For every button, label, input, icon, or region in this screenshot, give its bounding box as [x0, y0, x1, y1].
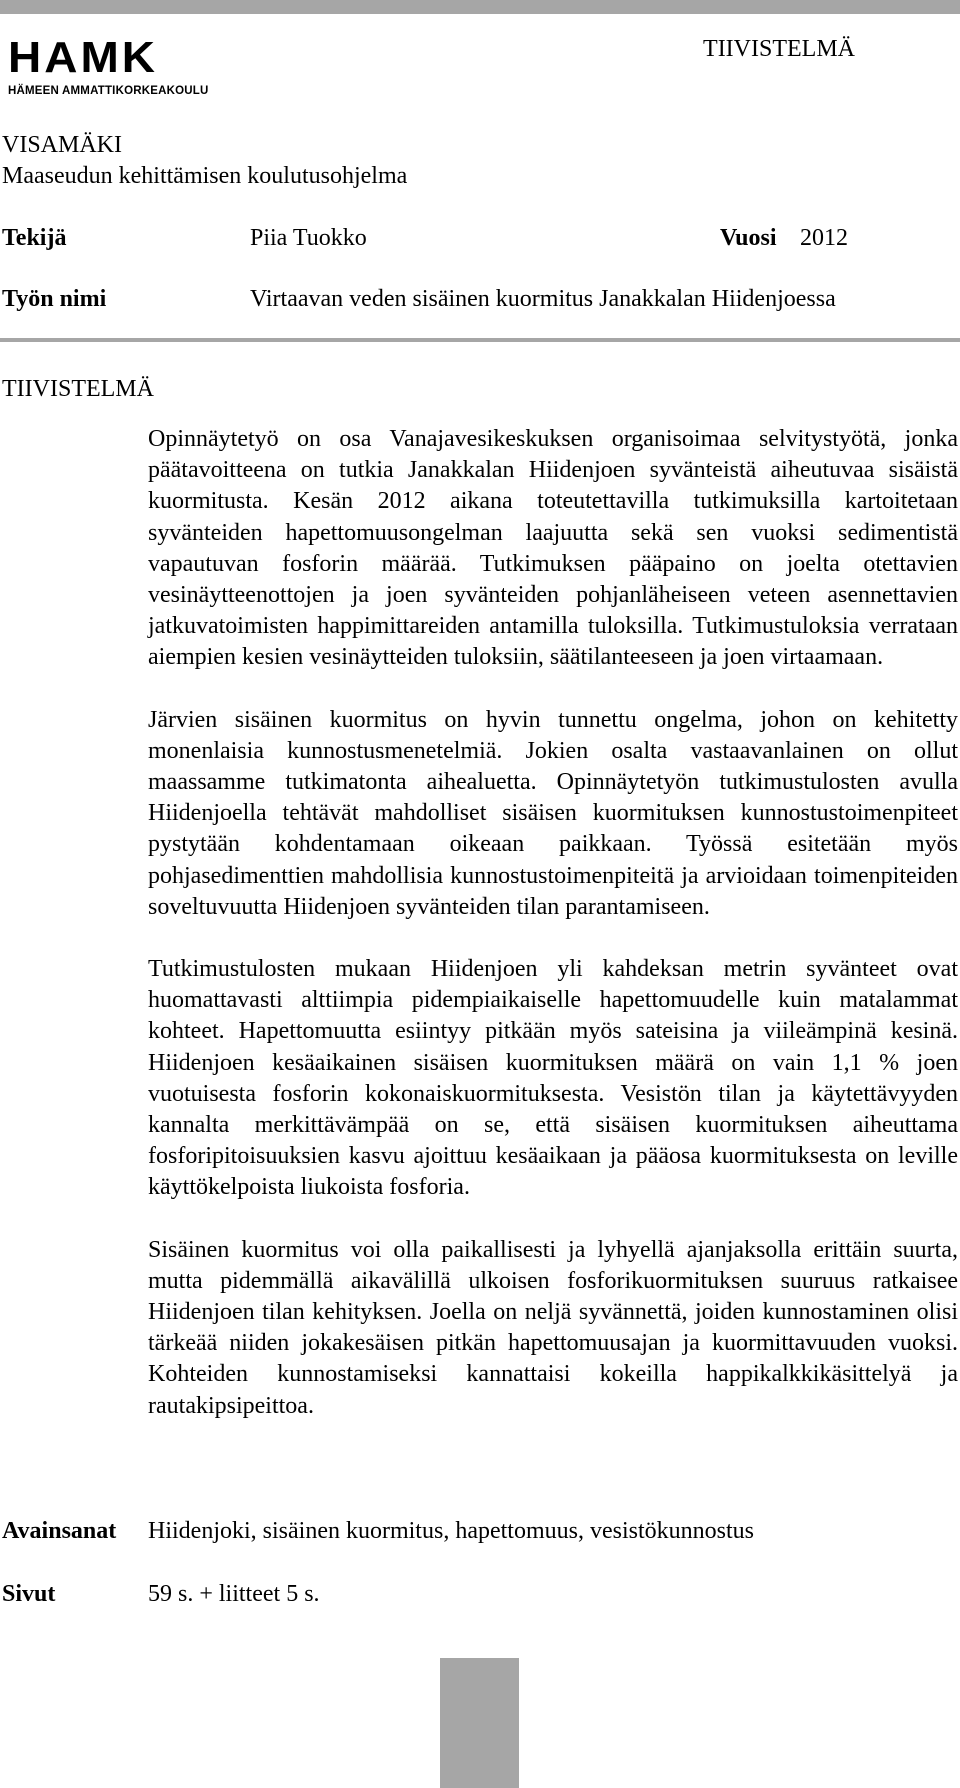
hamk-logo: [8, 32, 244, 97]
top-decorative-bar: [0, 0, 960, 14]
year-label: Vuosi: [720, 225, 777, 251]
degree-program: Maaseudun kehittämisen koulutusohjelma: [2, 163, 408, 189]
abstract-body: [148, 424, 958, 1453]
campus-name: VISAMÄKI: [2, 132, 122, 158]
keywords-label: Avainsanat: [2, 1518, 117, 1544]
title-value: Virtaavan veden sisäinen kuormitus Janakkalan Hiidenjoessa: [250, 286, 836, 312]
abstract-paragraph: Opinnäytetyö on osa Vanajavesikeskuksen organisoimaa selvitystyötä, jonka päätavoitteena on tutkia Janakkalan Hiidenjoen syvänteistä aiheutuvaa sisäistä kuormitusta. Kesän 2012 aikana toteutettavilla tutkimuksilla kartoitetaan syvänteiden hapettomuusongelman laajuutta sekä sen vuoksi sedimentistä vapautuvan fosforin määrää. Tutkimuksen pääpaino on joelta otettavien vesinäytteenottojen ja joen syvänteiden pohjanläheiseen veteen asennettavien jatkuvatoimisten happimittareiden antamilla tuloksilla. Tutkimustuloksia verrataan aiempien kesien vesinäytteiden tuloksiin, säätilanteeseen ja joen virtaamaan.: [148, 426, 958, 671]
abstract-paragraph: Sisäinen kuormitus voi olla paikallisesti ja lyhyellä ajanjaksolla erittäin suurta, mutta pidemmällä aikavälillä ulkoisen fosforikuormituksen suuruus ratkaisee Hiidenjoen tilan kehityksen. Joella on neljä syvännettä, joiden kunnostaminen olisi tärkeää niiden jokakesäisen pitkän hapettomuusajan ja kuormittavuuden vuoksi. Kohteiden kunnostamiseksi kannattaisi kokeilla happikalkkikäsittelyä ja rautakipsipeittoa.: [148, 1236, 958, 1419]
section-divider: [0, 338, 960, 342]
pages-value: 59 s. + liitteet 5 s.: [148, 1581, 320, 1607]
pages-label: Sivut: [2, 1581, 56, 1607]
abstract-heading: TIIVISTELMÄ: [2, 376, 154, 402]
abstract-paragraph: Tutkimustulosten mukaan Hiidenjoen yli kahdeksan metrin syvänteet ovat huomattavasti alttiimpia pidempiaikaiselle hapettomuudelle kuin matalammat kohteet. Hapettomuutta esiintyy pitkään myös sateisina ja viileämpinä kesinä. Hiidenjoen kesäaikainen sisäisen kuormituksen määrä on vain 1,1 % joen vuotuisesta fosforin kokonaiskuormituksesta. Vesistön tilan ja käytettävyyden kannalta merkittävämpää on se, että sisäisen kuormituksen aiheuttama fosforipitoisuuksien kasvu ajoittuu kesäaikaan ja pääosa kuormituksesta on leville käyttökelpoista liukoista fosforia.: [148, 956, 958, 1201]
author-label: Tekijä: [2, 225, 67, 251]
title-label: Työn nimi: [2, 286, 107, 312]
author-value: Piia Tuokko: [250, 225, 367, 251]
logo-subtitle: HÄMEEN AMMATTIKORKEAKOULU: [8, 85, 209, 97]
document-type-label: TIIVISTELMÄ: [703, 36, 855, 62]
abstract-paragraph: Järvien sisäinen kuormitus on hyvin tunnettu ongelma, johon on kehitetty monenlaisia kunnostusmenetelmiä. Jokien osalta vastaavanlainen on ollut maassamme tutkimatonta aihealuetta. Opinnäytetyön tutkimustulosten avulla Hiidenjoella tehtävät mahdolliset sisäisen kuormituksen kunnostustoimenpiteet pystytään kohdentamaan oikeaan paikkaan. Työssä esitetään myös pohjasedimenttien mahdollisia kunnostustoimenpiteitä ja arvioidaan toimenpiteiden soveltuvuutta Hiidenjoen syvänteiden tilan parantamiseen.: [148, 706, 958, 920]
logo-wordmark: HAMK: [8, 32, 158, 82]
year-value: 2012: [800, 225, 848, 251]
page-marker-block: [440, 1658, 519, 1788]
keywords-value: Hiidenjoki, sisäinen kuormitus, hapettomuus, vesistökunnostus: [148, 1518, 754, 1544]
